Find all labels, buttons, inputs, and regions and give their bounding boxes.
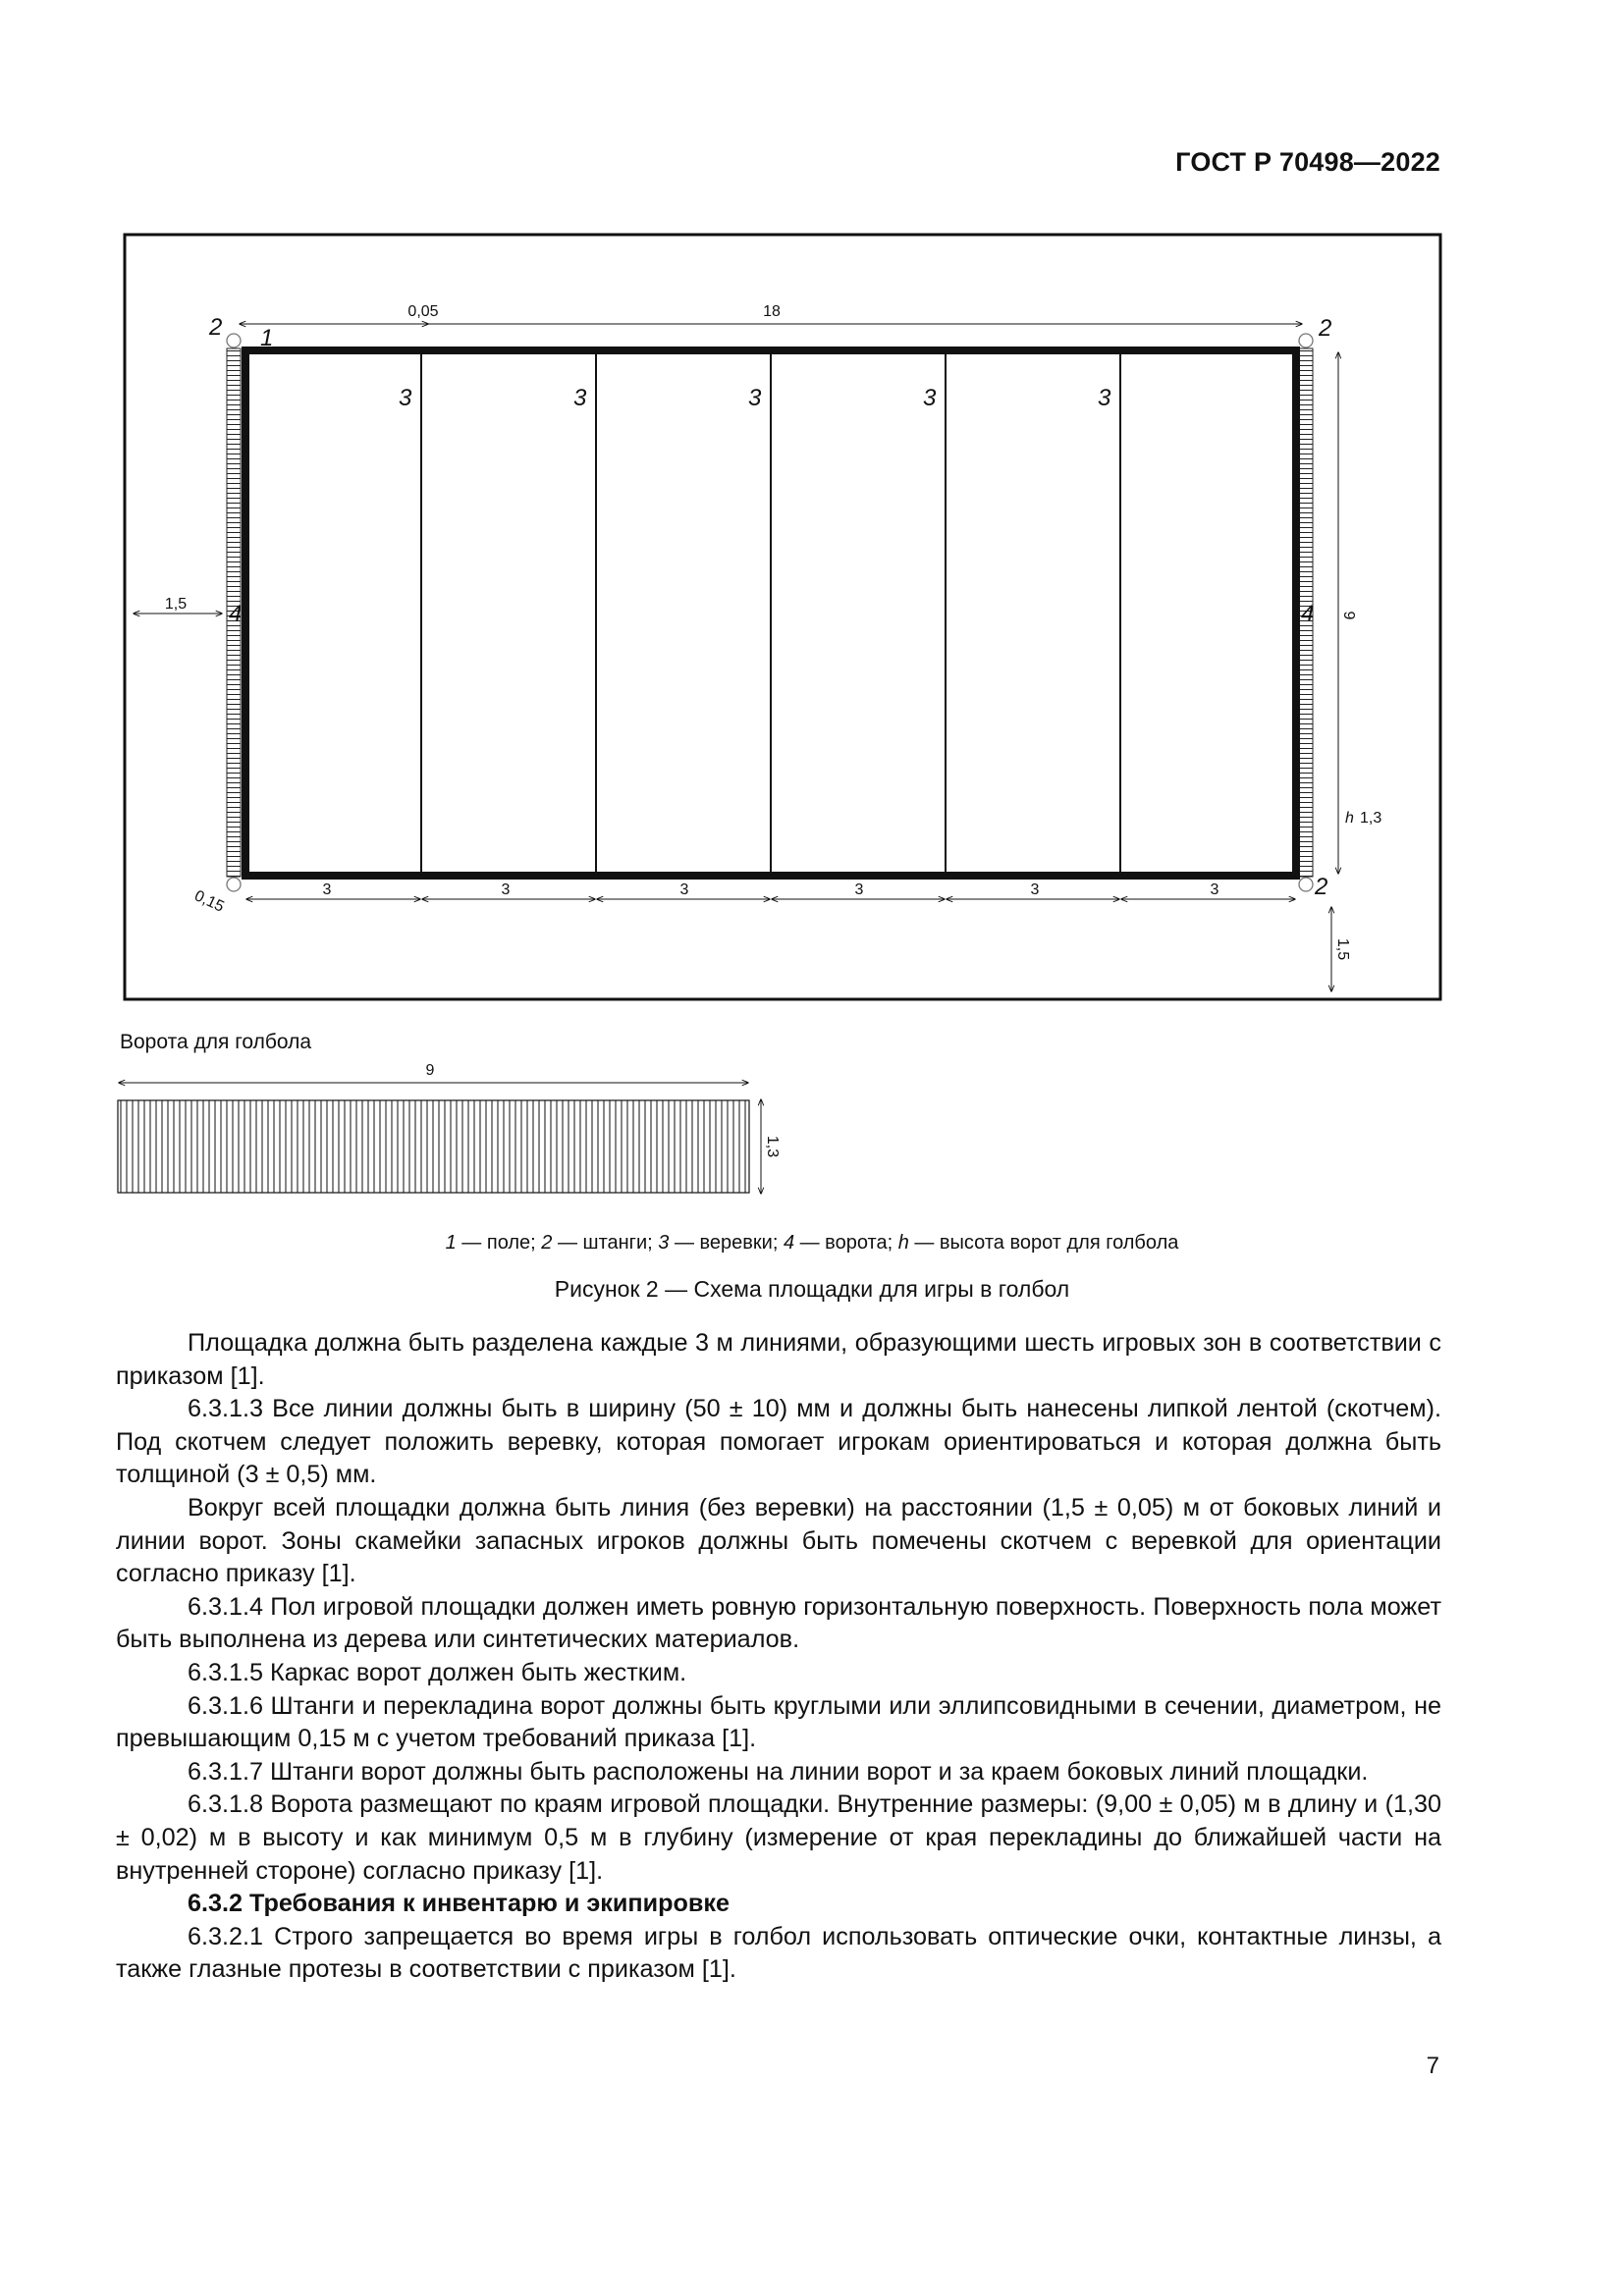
post-label: 2 <box>209 314 223 341</box>
legend-text: — веревки; <box>669 1232 784 1254</box>
paragraph: 6.3.1.4 Пол игровой площадки должен иметь ровную горизонтальную поверхность. Поверхность пола может быть выполнена из дерева или синтетических материалов. <box>116 1592 1441 1654</box>
figure-caption: Рисунок 2 — Схема площадки для игры в голбол <box>554 1276 1070 1302</box>
dim-post-label: 0,15 <box>191 887 227 916</box>
paragraph: 6.3.2.1 Строго запрещается во время игры в голбол использовать оптические очки, контактные линзы, а также глазные протезы в соответствии с приказом [1]. <box>116 1922 1441 1984</box>
paragraph: Вокруг всей площадки должна быть линия (без веревки) на расстоянии (1,5 ± 0,05) м от боковых линий и линии ворот. Зоны скамейки запасных игроков должны быть помечены скотчем с веревкой для ориентации согласно приказу [1]. <box>116 1493 1441 1588</box>
gate-title: Ворота для голбола <box>120 1031 312 1053</box>
legend-key: h <box>897 1232 909 1254</box>
zone-dim-label: 3 <box>1030 881 1040 898</box>
legend-key: 1 <box>445 1232 457 1254</box>
paragraph: 6.3.1.5 Каркас ворот должен быть жестким. <box>188 1658 687 1686</box>
zone-dim-label: 3 <box>854 881 864 898</box>
post-bottom-left <box>227 878 241 891</box>
dim-width-label: 9 <box>1340 611 1357 620</box>
zone-dim-label: 3 <box>1210 881 1219 898</box>
paragraph: 6.3.1.8 Ворота размещают по краям игровой площадки. Внутренние размеры: (9,00 ± 0,05) м в длину и (1,30 ± 0,02) м в высоту и как минимум 0,5 м в глубину (измерение от края перекладины до ближайшей части на внутренней стороне) согласно приказу [1]. <box>116 1790 1441 1885</box>
dim-offset-label: 0,05 <box>407 303 439 320</box>
post-label: 2 <box>1315 874 1328 900</box>
field-label: 1 <box>260 325 274 351</box>
body-text <box>116 1327 1441 1987</box>
paragraph: 6.3.1.7 Штанги ворот должны быть расположены на линии ворот и за краем боковых линий площадки. <box>188 1757 1369 1786</box>
dim-side-label: 1,5 <box>164 596 188 613</box>
post-bottom-right <box>1299 878 1313 891</box>
figure-legend <box>0 1232 1624 1255</box>
post-top-right <box>1299 334 1313 347</box>
rope-label: 3 <box>748 385 762 411</box>
legend-key: 3 <box>658 1232 670 1254</box>
dim-bottom-label: 1,5 <box>1334 937 1351 961</box>
goal-label: 4 <box>1301 601 1315 627</box>
legend-key: 2 <box>541 1232 553 1254</box>
paragraph: 6.3.1.3 Все линии должны быть в ширину (50 ± 10) мм и должны быть нанесены липкой лентой (скотчем). Под скотчем следует положить веревку, которая помогает игрокам ориентироваться и которая должна быть толщиной (3 ± 0,5) мм. <box>116 1395 1441 1489</box>
rope-label: 3 <box>923 385 937 411</box>
goal-label: 4 <box>229 601 243 627</box>
legend-text: — поле; <box>456 1232 542 1254</box>
dim-goal-height-prefix: h <box>1345 810 1354 827</box>
post-top-left <box>227 334 241 347</box>
legend-key: 4 <box>783 1232 795 1254</box>
paragraph: 6.3.1.6 Штанги и перекладина ворот должны быть круглыми или эллипсовидными в сечении, диаметром, не превышающим 0,15 м с учетом требований приказа [1]. <box>116 1691 1441 1753</box>
rope-label: 3 <box>573 385 587 411</box>
zone-dimension-row <box>246 881 1295 899</box>
rope-label: 3 <box>399 385 412 411</box>
paragraph: Площадка должна быть разделена каждые 3 м линиями, образующими шесть игровых зон в соответствии с приказом [1]. <box>116 1329 1441 1390</box>
post-label: 2 <box>1319 315 1332 342</box>
legend-text: — ворота; <box>794 1232 898 1254</box>
standard-header: ГОСТ Р 70498—2022 <box>1175 147 1440 177</box>
rope-label: 3 <box>1098 385 1111 411</box>
section-heading: 6.3.2 Требования к инвентарю и экипировке <box>188 1890 730 1918</box>
gate-hatch <box>118 1100 749 1193</box>
dim-goal-height-label: 1,3 <box>1360 810 1382 827</box>
zone-dim-label: 3 <box>322 881 332 898</box>
zone-dim-label: 3 <box>501 881 511 898</box>
gate-width-label: 9 <box>425 1062 435 1079</box>
gate-height-label: 1,3 <box>764 1135 781 1158</box>
zone-dim-label: 3 <box>679 881 689 898</box>
legend-text: — высота ворот для голбола <box>908 1232 1179 1254</box>
page-number: 7 <box>1426 2053 1439 2079</box>
legend-text: — штанги; <box>552 1232 659 1254</box>
dim-length-label: 18 <box>763 303 781 320</box>
